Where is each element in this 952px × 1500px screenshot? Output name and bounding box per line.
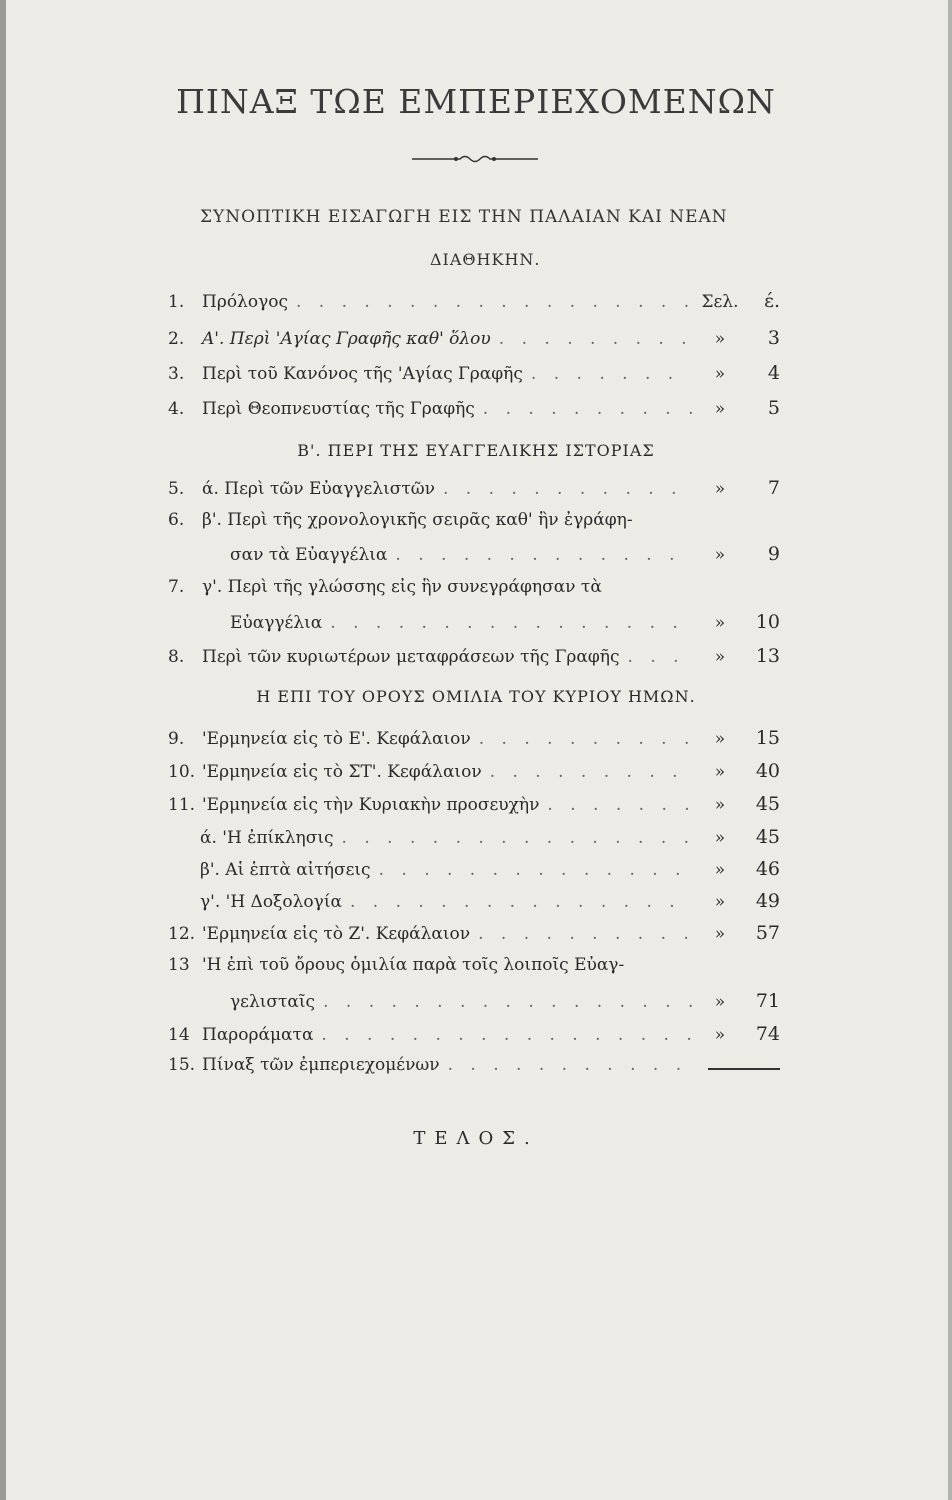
toc-entry-6: 6. β'. Περὶ τῆς χρονολογικῆς σειρᾶς καθ' ἣν ἐγράφη-: [168, 510, 633, 530]
toc-entry-9: 9. 'Ερμηνεία εἰς τὸ Ε'. Κεφάλαιον . . . » 15: [168, 727, 780, 757]
toc-entry-10: 10. 'Ερμηνεία εἰς τὸ ΣΤ'. Κεφάλαιον . . . » 40: [168, 760, 780, 790]
toc-entry-5: 5. ά. Περὶ τῶν Εὐαγγελιστῶν . . . » 7: [168, 477, 780, 507]
toc-entry-8: 8. Περὶ τῶν κυριωτέρων μεταφράσεων τῆς Γραφῆς . . . » 13: [168, 645, 780, 675]
part1-heading: ΣΥΝΟΠΤΙΚΗ ΕΙΣΑΓΩΓΗ ΕΙΣ ΤΗΝ ΠΑΛΑΙΑΝ ΚΑΙ ΝΕΑΝ: [200, 207, 728, 227]
part2-heading: Β'. ΠΕΡΙ ΤΗΣ ΕΥΑΓΓΕΛΙΚΗΣ ΙΣΤΟΡΙΑΣ: [297, 441, 655, 460]
end-mark: ΤΕΛΟΣ.: [413, 1128, 539, 1149]
toc-entry-12: 12. 'Ερμηνεία εἰς τὸ Ζ'. Κεφάλαιον . . . » 57: [168, 922, 780, 952]
toc-entry-11c: γ'. 'Η Δοξολογία . . . » 49: [200, 890, 780, 920]
toc-entry-13: 13 'Η ἐπὶ τοῦ ὄρους ὁμιλία παρὰ τοῖς λοιποῖς Εὐαγ-: [168, 955, 625, 975]
toc-entry-7: 7. γ'. Περὶ τῆς γλώσσης εἰς ἣν συνεγράφησαν τὰ: [168, 577, 602, 597]
toc-entry-6-cont: σαν τὰ Εὐαγγέλια . . . » 9: [230, 543, 780, 573]
toc-entry-15: 15. Πίναξ τῶν ἐμπεριεχομένων . . .: [168, 1055, 780, 1085]
ornament-divider: [410, 150, 540, 168]
toc-entry-14: 14 Παροράματα . . . » 74: [168, 1023, 780, 1053]
toc-entry-11b: β'. Αἱ ἑπτὰ αἰτήσεις . . . » 46: [200, 858, 780, 888]
toc-entry-2: 2. Α'. Περὶ 'Αγίας Γραφῆς καθ' ὅλου . . . » 3: [168, 327, 780, 357]
toc-entry-13-cont: γελισταῖς . . . » 71: [230, 990, 780, 1020]
toc-entry-11: 11. 'Ερμηνεία εἰς τὴν Κυριακὴν προσευχὴν . . . » 45: [168, 793, 780, 823]
page-dash-line: [708, 1067, 780, 1070]
page-left-edge: [0, 0, 6, 1500]
toc-entry-7-cont: Εὐαγγέλια . . . » 10: [230, 611, 780, 641]
part1-heading-cont: ΔΙΑΘΗΚΗΝ.: [430, 250, 541, 269]
page-right-edge: [948, 0, 952, 1500]
toc-entry-11a: ά. 'Η ἐπίκλησις . . . » 45: [200, 826, 780, 856]
toc-entry-4: 4. Περὶ Θεοπνευστίας τῆς Γραφῆς . . . » 5: [168, 397, 780, 427]
toc-entry-1: 1. Πρόλογος . . . Σελ. έ.: [168, 290, 780, 320]
page-title: ΠΙΝΑΞ ΤΩΕ ΕΜΠΕΡΙΕΧΟΜΕΝΩΝ: [176, 82, 776, 121]
part3-heading: Η ΕΠΙ ΤΟΥ ΟΡΟΥΣ ΟΜΙΛΙΑ ΤΟΥ ΚΥΡΙΟΥ ΗΜΩΝ.: [256, 687, 696, 706]
toc-entry-3: 3. Περὶ τοῦ Κανόνος τῆς 'Αγίας Γραφῆς . . . » 4: [168, 362, 780, 392]
